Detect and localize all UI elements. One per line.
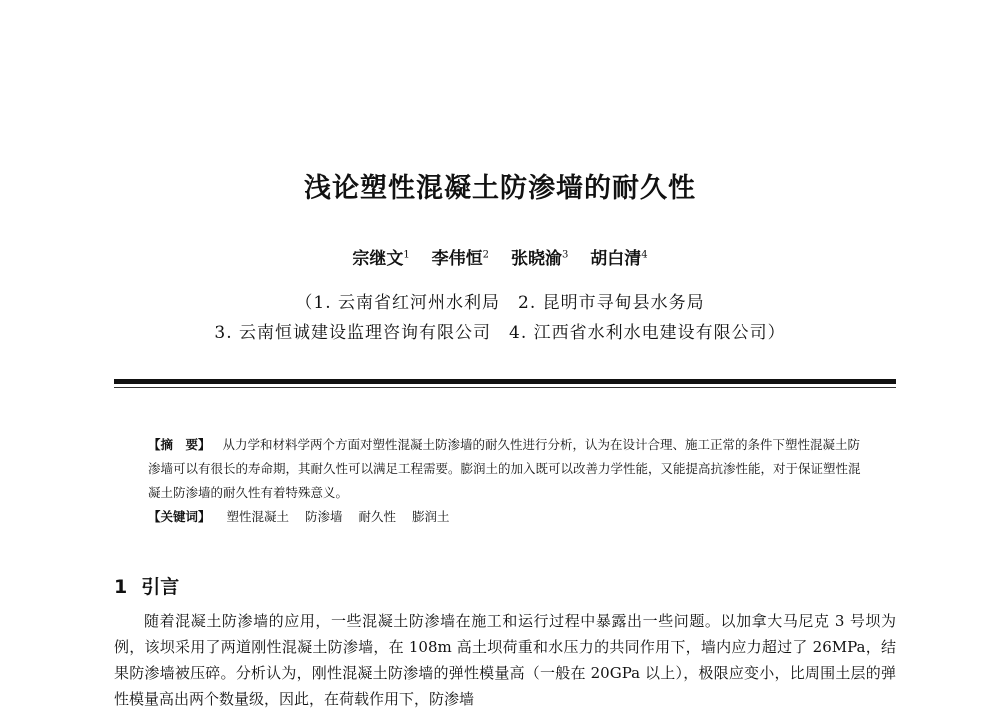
- affiliation-line: 3. 云南恒诚建设监理咨询有限公司 4. 江西省水利水电建设有限公司）: [214, 323, 786, 343]
- author: 宗继文$^1$: [352, 249, 410, 269]
- keyword: 防渗墙: [305, 509, 343, 524]
- affiliation-line: （1. 云南省红河州水利局 2. 昆明市寻甸县水务局: [295, 293, 705, 313]
- keyword: 膨润土: [412, 509, 450, 524]
- section-heading: [114, 572, 179, 599]
- author: 胡白清$^4$: [590, 249, 648, 269]
- header-rule-thin: [114, 387, 896, 388]
- body-text: [114, 608, 896, 712]
- header-rule: [114, 379, 896, 384]
- keywords: [148, 505, 868, 529]
- abstract-text: 从力学和材料学两个方面对塑性混凝土防渗墙的耐久性进行分析，认为在设计合理、施工正常的条件下塑性混凝土防渗墙可以有很长的寿命期，其耐久性可以满足工程需要。膨润土的加入既可以改善力学性能，又能提高抗渗性能，对于保证塑性混凝土防渗墙的耐久性有着特殊意义。: [148, 437, 861, 500]
- keywords-label: 【关键词】: [148, 509, 211, 524]
- author: 张晓渝$^3$: [510, 249, 569, 269]
- section-number: 1: [114, 576, 128, 598]
- abstract-label: 【摘 要】: [148, 437, 211, 452]
- author-list: [0, 244, 1000, 269]
- abstract: [148, 433, 868, 505]
- keyword: 耐久性: [358, 509, 397, 524]
- paper-title: 浅论塑性混凝土防渗墙的耐久性: [304, 173, 696, 204]
- author: 李伟恒$^2$: [431, 249, 490, 269]
- section-title: 引言: [141, 576, 180, 598]
- paragraph: 随着混凝土防渗墙的应用，一些混凝土防渗墙在施工和运行过程中暴露出一些问题。以加拿大马尼克 3 号坝为例，该坝采用了两道刚性混凝土防渗墙，在 108m 高土坝荷重和水压力的共同作用下，墙内应力超过了 26MPa，结果防渗墙被压碎。分析认为，刚性混凝土防渗墙的弹性模量高（一般在 20GPa 以上），极限应变小，比周围土层的弹性模量高出两个数量级，因此，在荷载作用下，防渗墙: [114, 612, 896, 708]
- keyword: 塑性混凝土: [226, 509, 290, 524]
